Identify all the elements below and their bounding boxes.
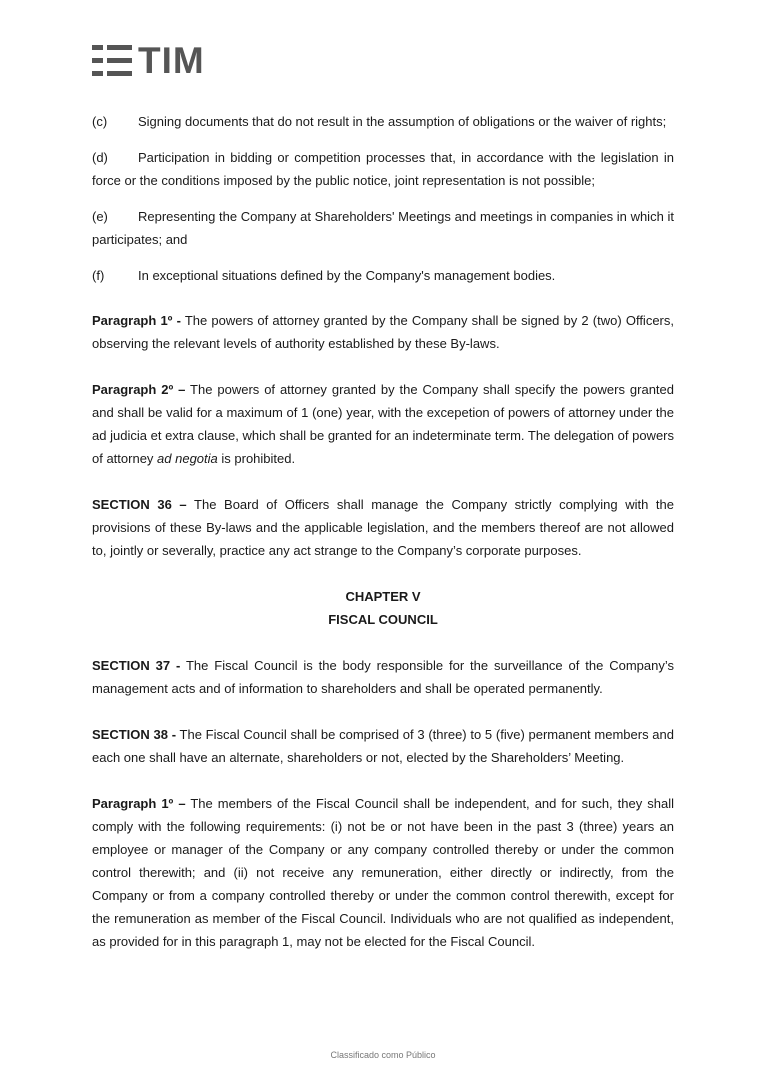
chapter-title: FISCAL COUNCIL (328, 612, 438, 627)
section-heading: SECTION 37 - (92, 658, 181, 673)
list-item-f (92, 264, 674, 287)
item-text: Representing the Company at Shareholders' Meetings and meetings in companies in which it participates; and (92, 209, 674, 247)
section-text: The Fiscal Council is the body responsible for the surveillance of the Company’s management acts and of information to shareholders and shall be operated permanently. (92, 658, 674, 696)
section-38 (92, 723, 674, 769)
paragraph-1-fiscal (92, 792, 674, 953)
document-body (92, 110, 674, 976)
item-label: (d) (92, 150, 108, 165)
section-heading: SECTION 38 - (92, 727, 177, 742)
tim-logo-mark-icon (92, 44, 132, 77)
item-text: Participation in bidding or competition processes that, in accordance with the legislation in force or the conditions imposed by the public notice, joint representation is not possible; (92, 150, 674, 188)
paragraph-1 (92, 309, 674, 355)
paragraph-text: The powers of attorney granted by the Company shall be signed by 2 (two) Officers, observing the relevant levels of authority established by these By-laws. (92, 313, 674, 351)
section-text: The Fiscal Council shall be comprised of 3 (three) to 5 (five) permanent members and each one shall have an alternate, shareholders or not, elected by the Shareholders’ Meeting. (92, 727, 674, 765)
section-text: The Board of Officers shall manage the Company strictly complying with the provisions of these By-laws and the applicable legislation, and the members thereof are not allowed to, jointly or severally, practice any act strange to the Company’s corporate purposes. (92, 497, 675, 558)
item-text: In exceptional situations defined by the Company's management bodies. (138, 268, 556, 283)
chapter-number: CHAPTER V (345, 589, 421, 604)
section-heading: SECTION 36 – (92, 497, 187, 512)
paragraph-italic: ad negotia (157, 451, 218, 466)
list-item-c (92, 110, 674, 133)
paragraph-text: The members of the Fiscal Council shall be independent, and for such, they shall comply with the following requirements: (i) not be or not have been in the past 3 (three) years an employee or manager of the Company or any company controlled thereby or under the common control therewith; and (ii) not receive any remuneration, either directly or indirectly, from the Company or from a company controlled thereby or under the common control therewith, except for the remuneration as member of the Fiscal Council. Individuals who are not qualified as independent, as provided for in this paragraph 1, may not be elected for the Fiscal Council. (92, 796, 675, 949)
item-text: Signing documents that do not result in the assumption of obligations or the waiver of rights; (138, 114, 667, 129)
paragraph-text-end: is prohibited. (217, 451, 296, 466)
tim-logo (92, 40, 205, 81)
item-label: (e) (92, 209, 108, 224)
item-label: (f) (92, 268, 105, 283)
classification-footer: Classificado como Público (330, 1050, 436, 1060)
paragraph-2 (92, 378, 674, 470)
list-item-e (92, 205, 674, 251)
paragraph-text: The powers of attorney granted by the Company shall specify the powers granted and shall be valid for a maximum of 1 (one) year, with the excepetion of powers of attorney under the ad judicia et extra clause, which shall be granted for an indeterminate term. The delegation of powers of attorney (92, 382, 675, 466)
paragraph-heading: Paragraph 1º - (92, 313, 181, 328)
paragraph-heading: Paragraph 2º – (92, 382, 186, 397)
logo-text: TIM (138, 40, 205, 81)
list-item-d (92, 146, 674, 192)
section-37 (92, 654, 674, 700)
item-label: (c) (92, 114, 108, 129)
paragraph-heading: Paragraph 1º – (92, 796, 186, 811)
section-36 (92, 493, 674, 562)
